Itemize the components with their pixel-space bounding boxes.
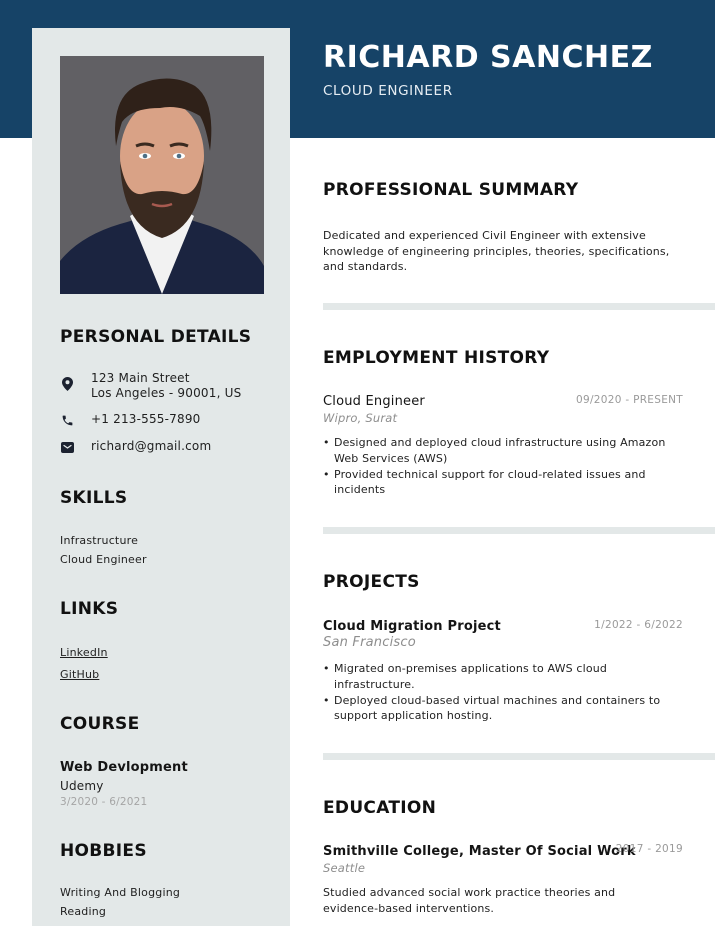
summary-heading: PROFESSIONAL SUMMARY (323, 180, 579, 200)
skills-heading: SKILLS (60, 488, 128, 508)
personal-details-heading: PERSONAL DETAILS (60, 327, 252, 347)
phone-number: +1 213-555-7890 (91, 412, 201, 426)
job-bullets (334, 435, 679, 498)
course-name: Web Devlopment (60, 760, 188, 775)
job-company: Wipro, Surat (323, 411, 398, 425)
job-title: Cloud Engineer (323, 394, 425, 409)
education-description: Studied advanced social work practice theories and evidence-based interventions. (323, 886, 616, 915)
education-title: Smithville College, Master Of Social Work (323, 844, 636, 859)
skill-item: Infrastructure (60, 534, 139, 547)
job-bullet: • Provided technical support for cloud-related issues and incidents (334, 467, 679, 499)
project-location: San Francisco (323, 635, 416, 650)
section-divider (323, 753, 715, 760)
email-row (60, 439, 211, 454)
phone-row (60, 412, 201, 427)
project-dates: 1/2022 - 6/2022 (594, 619, 683, 631)
portrait-illustration (60, 56, 264, 294)
phone-icon (60, 413, 74, 427)
skill-item: Cloud Engineer (60, 553, 147, 566)
course-dates: 3/2020 - 6/2021 (60, 796, 148, 808)
hobbies-heading: HOBBIES (60, 841, 147, 861)
education-heading: EDUCATION (323, 798, 437, 818)
course-provider: Udemy (60, 779, 104, 793)
address-line-1: 123 Main Street (91, 371, 190, 385)
education-dates: 2017 - 2019 (615, 843, 683, 855)
email-address: richard@gmail.com (91, 439, 212, 453)
education-location: Seattle (323, 861, 366, 875)
section-divider (323, 527, 715, 534)
github-link[interactable]: GitHub (60, 668, 100, 681)
map-pin-icon (60, 377, 74, 391)
address-row (60, 371, 241, 401)
profile-photo (60, 56, 264, 294)
project-title: Cloud Migration Project (323, 619, 501, 634)
linkedin-link[interactable]: LinkedIn (60, 646, 108, 659)
section-divider (323, 303, 715, 310)
job-bullet: • Designed and deployed cloud infrastructure using Amazon Web Services (AWS) (334, 435, 679, 467)
project-bullet: • Migrated on-premises applications to AWS cloud infrastructure. (334, 661, 689, 693)
projects-heading: PROJECTS (323, 572, 420, 592)
project-bullets (334, 661, 689, 724)
summary-text: Dedicated and experienced Civil Engineer with extensive knowledge of engineering principles, theories, specifications, and standards. (323, 229, 670, 273)
employment-heading: EMPLOYMENT HISTORY (323, 348, 550, 368)
job-dates: 09/2020 - PRESENT (575, 394, 683, 406)
address-line-2: Los Angeles - 90001, US (91, 386, 242, 400)
links-heading: LINKS (60, 599, 119, 619)
candidate-name: RICHARD SANCHEZ (323, 40, 653, 75)
course-heading: COURSE (60, 714, 140, 734)
hobby-item: Reading (60, 905, 107, 918)
envelope-icon (60, 440, 74, 454)
hobby-item: Writing And Blogging (60, 886, 181, 899)
project-bullet: • Deployed cloud-based virtual machines and containers to support application hosting. (334, 693, 689, 725)
candidate-title: CLOUD ENGINEER (323, 83, 453, 99)
